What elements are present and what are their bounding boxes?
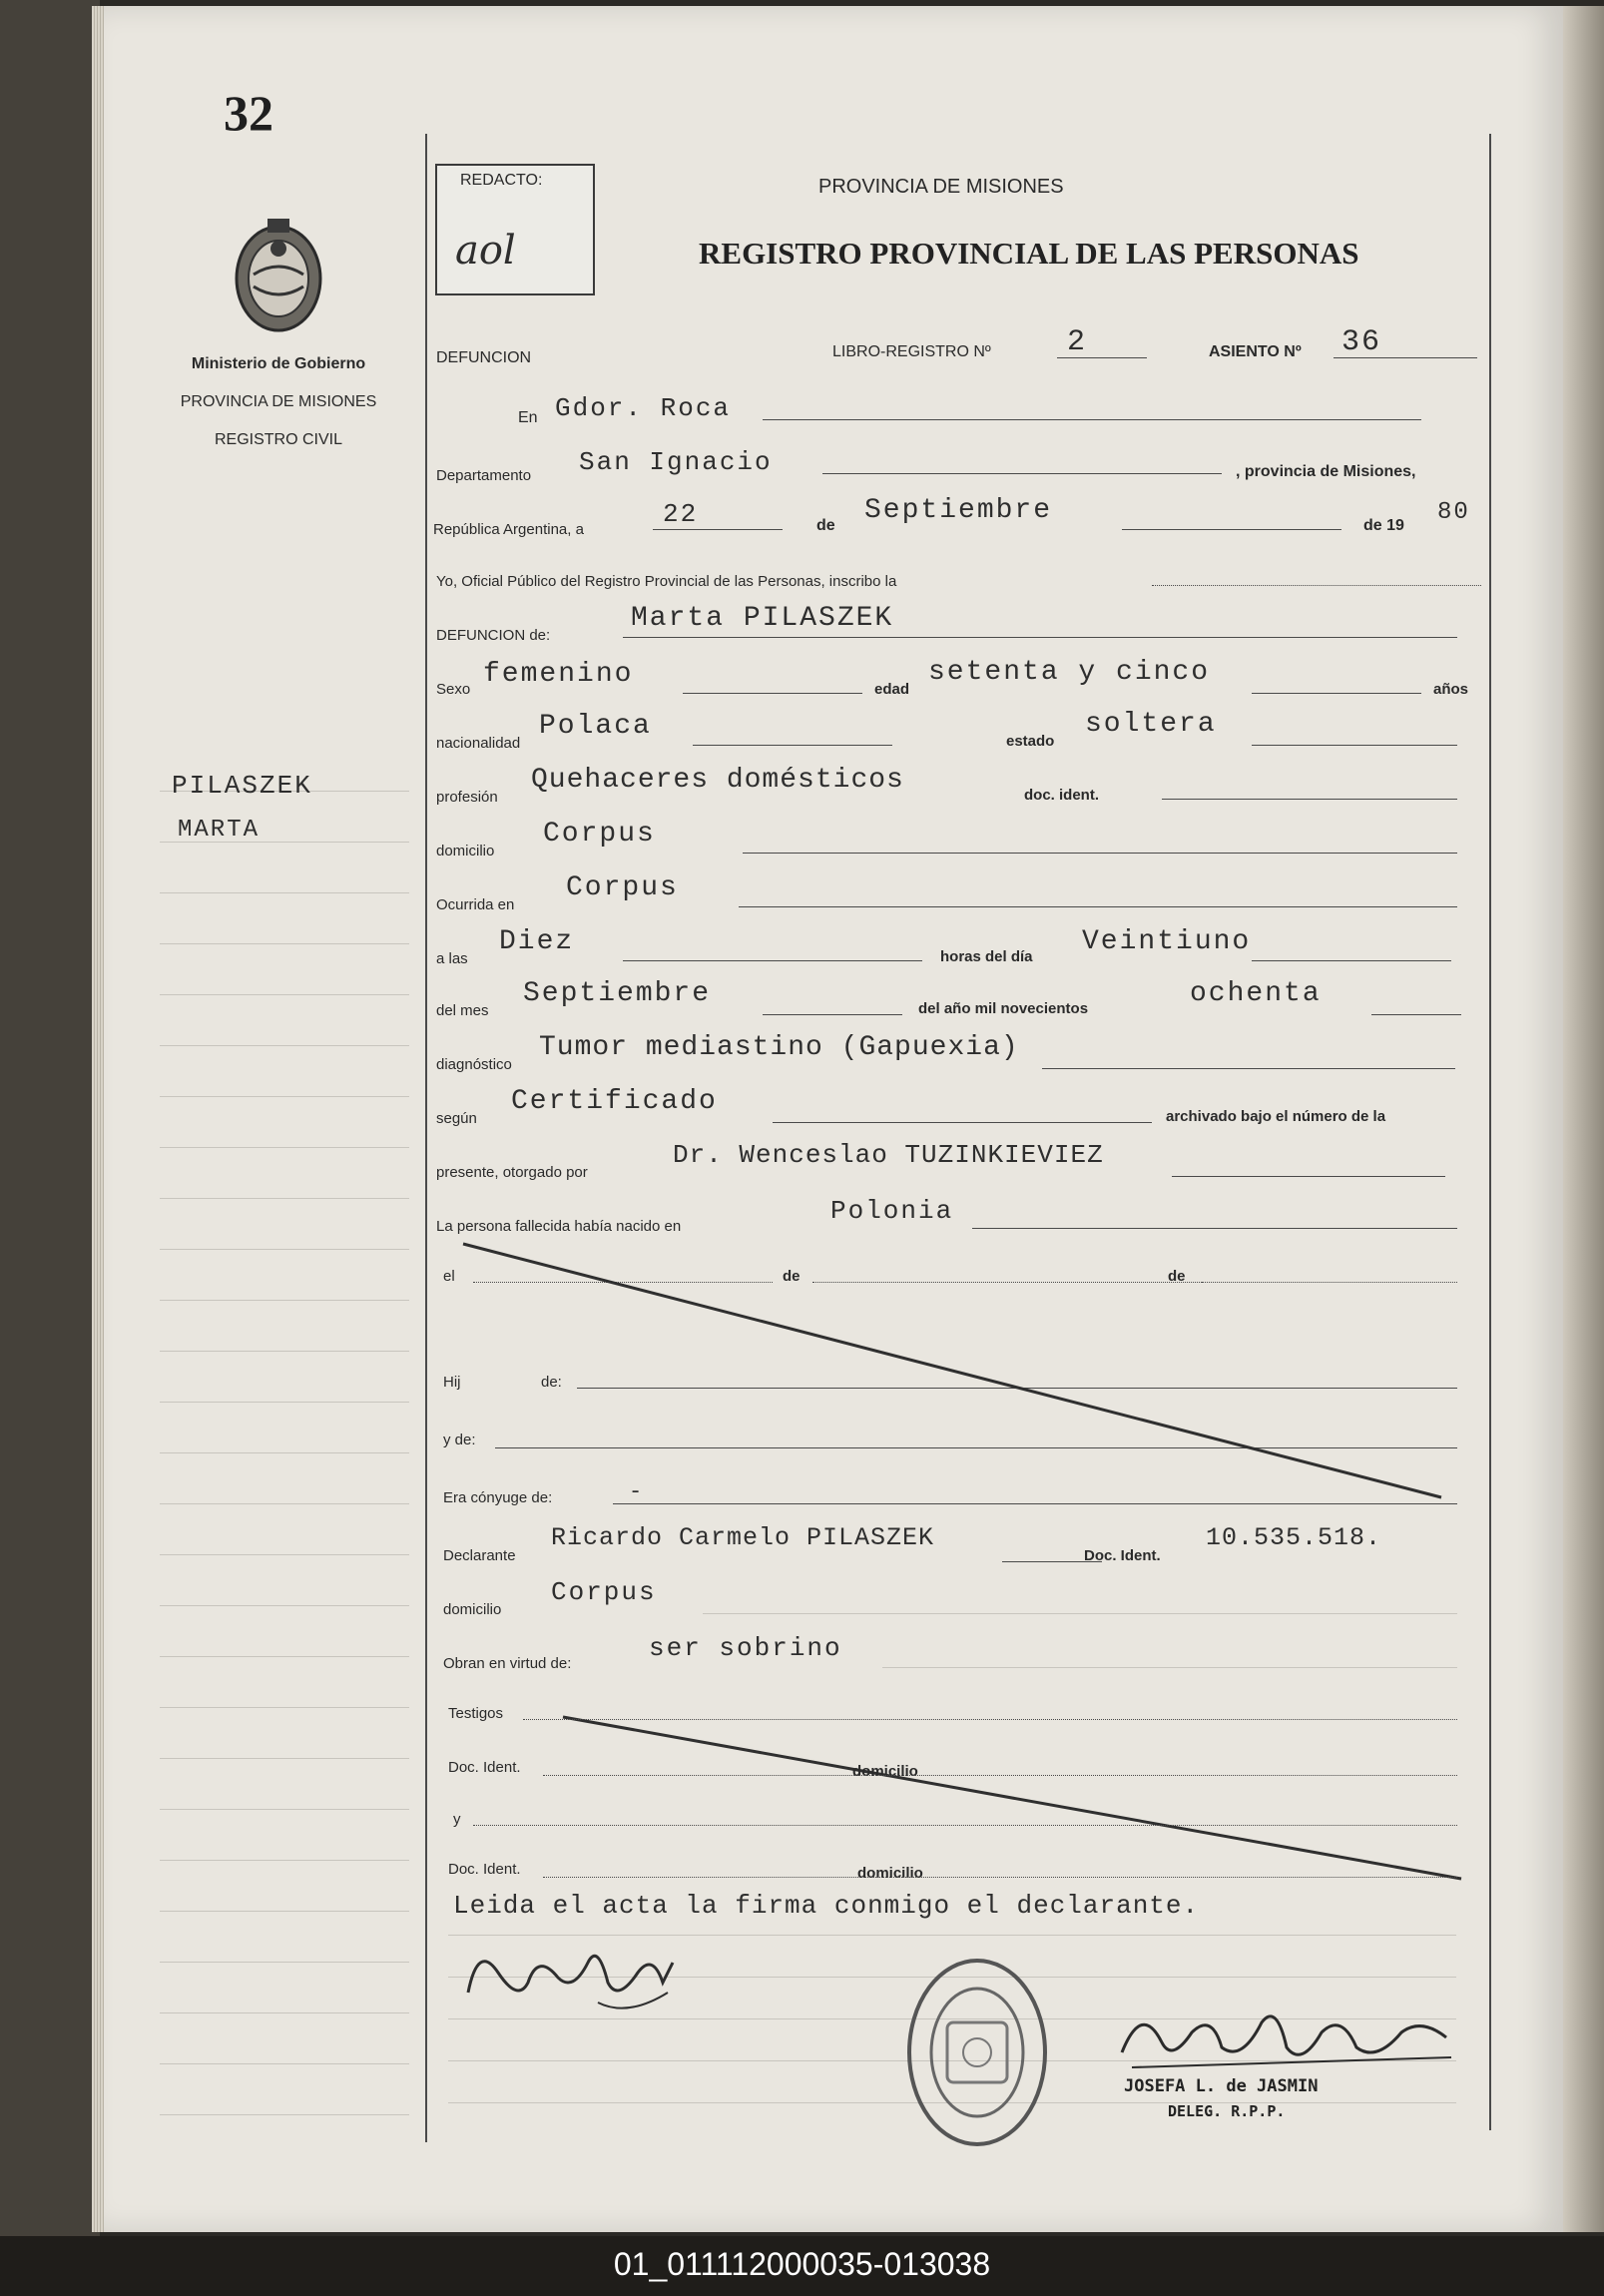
testigos-line: [523, 1719, 1457, 1720]
obran-line: [882, 1667, 1457, 1668]
domicilio-value: Corpus: [543, 819, 656, 850]
nacido-value: Polonia: [830, 1196, 954, 1226]
footer-bar: [0, 2236, 1604, 2296]
official-name: JOSEFA L. de JASMIN: [1124, 2076, 1319, 2096]
defuncion-de-label: DEFUNCION de:: [436, 627, 551, 644]
sexo-value: femenino: [483, 659, 634, 690]
estado-value: soltera: [1085, 709, 1217, 740]
el-label: el: [443, 1268, 455, 1285]
y-de-label: y de:: [443, 1432, 476, 1448]
asiento-value: 36: [1341, 325, 1382, 359]
nacionalidad-value: Polaca: [539, 711, 652, 742]
doc-ident-label: doc. ident.: [1024, 787, 1099, 804]
defuncion-de-value: Marta PILASZEK: [631, 603, 894, 634]
libro-value: 2: [1067, 325, 1088, 359]
decl-doc-value: 10.535.518.: [1206, 1523, 1382, 1552]
de1-label: de: [783, 1268, 801, 1285]
y-label: y: [453, 1811, 461, 1828]
ocurrida-value: Corpus: [566, 872, 679, 903]
defuncion-type-label: DEFUNCION: [436, 349, 532, 366]
decl-domicilio-value: Corpus: [551, 1577, 657, 1607]
segun-label: según: [436, 1110, 477, 1127]
mes-value: Septiembre: [864, 495, 1053, 526]
decl-domicilio-line: [703, 1613, 1457, 1614]
nacido-label: La persona fallecida había nacido en: [436, 1218, 682, 1235]
official-signature: [1112, 1993, 1471, 2082]
left-registry-label: REGISTRO CIVIL: [214, 431, 343, 448]
anos-label: años: [1433, 681, 1469, 698]
margin-surname: PILASZEK: [172, 771, 312, 801]
de-label: de: [816, 517, 835, 534]
segun-value: Certificado: [511, 1086, 718, 1117]
republica-label: República Argentina, a: [433, 521, 584, 538]
presente-label: presente, otorgado por: [436, 1164, 588, 1181]
decl-domicilio-label: domicilio: [443, 1601, 502, 1618]
estado-label: estado: [1006, 733, 1055, 750]
conyuge-label: Era cónyuge de:: [443, 1489, 553, 1506]
background-left: [0, 0, 100, 2236]
hij-label: Hij: [443, 1374, 461, 1391]
doc1-label: Doc. Ident.: [448, 1759, 521, 1776]
presente-value: Dr. Wenceslao TUZINKIEVIEZ: [673, 1140, 1104, 1170]
dia-value: 22: [663, 499, 699, 529]
ministry-label: Ministerio de Gobierno: [191, 355, 366, 372]
conyuge-value: -: [629, 1479, 645, 1504]
testigos-label: Testigos: [448, 1705, 504, 1722]
en-value: Gdor. Roca: [555, 393, 732, 423]
ocurrida-label: Ocurrida en: [436, 896, 515, 913]
de-year-label: de 19: [1363, 517, 1404, 534]
del-mes-label: del mes: [436, 1002, 489, 1019]
libro-label: LIBRO-REGISTRO Nº: [832, 343, 991, 360]
dom1-label: domicilio: [852, 1763, 918, 1780]
official-seal: [902, 1953, 1052, 2152]
official-title: DELEG. R.P.P.: [1168, 2102, 1286, 2120]
sexo-label: Sexo: [436, 681, 471, 698]
edad-label: edad: [874, 681, 910, 698]
decl-doc-label: Doc. Ident.: [1084, 1547, 1161, 1564]
redacto-initials: aol: [455, 228, 516, 274]
diagnostico-value: Tumor mediastino (Gapuexia): [539, 1032, 1019, 1063]
doc1-line: [543, 1775, 1457, 1776]
profesion-value: Quehaceres domésticos: [531, 765, 904, 796]
diagnostico-label: diagnóstico: [436, 1056, 512, 1073]
left-province-label: PROVINCIA DE MISIONES: [180, 393, 377, 410]
hij-de-label: de:: [541, 1374, 562, 1391]
declarante-value: Ricardo Carmelo PILASZEK: [551, 1523, 935, 1552]
doc2-line: [543, 1877, 1457, 1878]
declarante-label: Declarante: [443, 1547, 516, 1564]
header-province: PROVINCIA DE MISIONES: [818, 176, 1064, 198]
asiento-label: ASIENTO Nº: [1209, 343, 1302, 360]
year-value: 80: [1437, 499, 1470, 526]
y-line: [473, 1825, 1457, 1826]
departamento-label: Departamento: [436, 467, 532, 484]
page-number: 32: [224, 85, 273, 141]
redacto-label: REDACTO:: [460, 172, 543, 189]
domicilio-label: domicilio: [436, 843, 495, 860]
a-las-value: Diez: [499, 926, 575, 957]
obran-value: ser sobrino: [649, 1633, 842, 1663]
a-las-label: a las: [436, 950, 468, 967]
margin-name: MARTA: [178, 817, 261, 844]
declarant-signature: [458, 1923, 698, 2032]
book-right-edge: [1563, 6, 1604, 2232]
horas-label: horas del día: [940, 948, 1033, 965]
obran-label: Obran en virtud de:: [443, 1655, 572, 1672]
edad-value: setenta y cinco: [928, 657, 1211, 688]
document-id: 01_011112000035-013038: [613, 2246, 991, 2282]
dom2-label: domicilio: [857, 1865, 923, 1882]
nacionalidad-label: nacionalidad: [436, 735, 521, 752]
horas-value: Veintiuno: [1082, 926, 1252, 957]
de2-label: de: [1168, 1268, 1186, 1285]
page-title: REGISTRO PROVINCIAL DE LAS PERSONAS: [699, 236, 1359, 271]
del-ano-label: del año mil novecientos: [918, 1000, 1089, 1017]
doc2-label: Doc. Ident.: [448, 1861, 521, 1878]
closing-text: Leida el acta la firma conmigo el declarante.: [453, 1891, 1200, 1921]
yo-oficial-text: Yo, Oficial Público del Registro Provincial de las Personas, inscribo la: [436, 573, 897, 590]
profesion-label: profesión: [436, 789, 498, 806]
en-label: En: [518, 409, 538, 426]
del-mes-value: Septiembre: [523, 978, 712, 1009]
archivado-label: archivado bajo el número de la: [1166, 1108, 1386, 1125]
del-ano-value: ochenta: [1190, 978, 1322, 1009]
register-page: [104, 6, 1563, 2232]
departamento-value: San Ignacio: [579, 447, 773, 477]
provincia-suffix: , provincia de Misiones,: [1236, 463, 1416, 480]
